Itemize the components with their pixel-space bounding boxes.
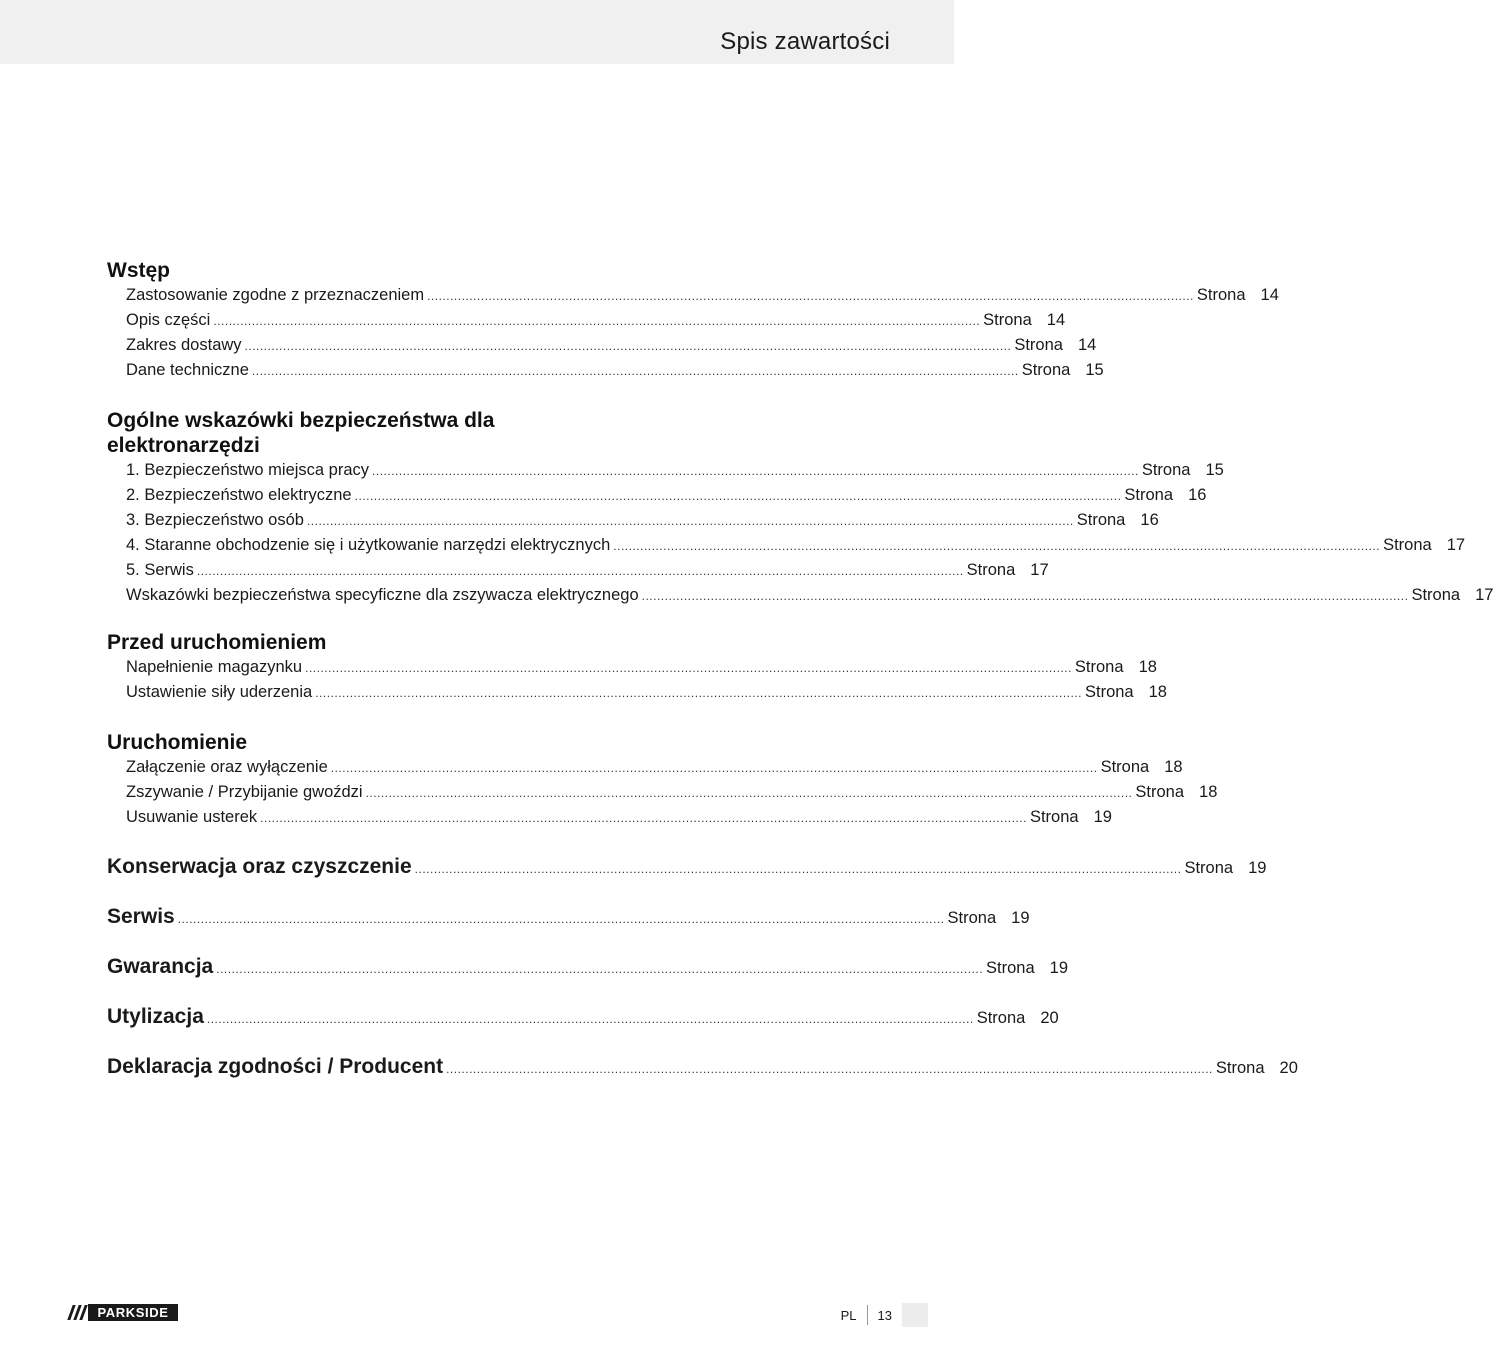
section-heading: Przed uruchomieniem [107, 631, 327, 654]
toc-entry[interactable] [107, 780, 1218, 805]
entry-title: Zakres dostawy [126, 336, 242, 354]
entry-title: Opis części [126, 311, 211, 329]
entry-title: Ustawienie siły uderzenia [126, 683, 313, 701]
entry-title: Gwarancja [107, 955, 214, 978]
strona-label: Strona [1029, 808, 1079, 826]
page-number: 19 [1011, 909, 1030, 927]
dot-leader: ........................................................................................................................................................................................................ [244, 339, 1012, 353]
page-number: 20 [1279, 1059, 1298, 1077]
strona-label: Strona [1411, 586, 1461, 604]
toc-entry[interactable] [107, 680, 1167, 705]
toc-entry[interactable] [107, 583, 1493, 608]
entry-title: 3. Bezpieczeństwo osób [126, 511, 304, 529]
dot-leader: ........................................................................................................................................................................................................ [305, 661, 1072, 675]
page-title: Spis zawartości [720, 28, 890, 55]
strona-label: Strona [1141, 461, 1191, 479]
page-number: 20 [1040, 1009, 1059, 1027]
strona-label: Strona [976, 1009, 1026, 1027]
toc-entry[interactable] [107, 283, 1279, 308]
page-footer [841, 1303, 928, 1327]
toc-main-entry[interactable] [107, 892, 1030, 942]
entry-title: Zastosowanie zgodne z przeznaczeniem [126, 286, 425, 304]
table-of-contents [107, 258, 1493, 1092]
toc-entry[interactable] [107, 805, 1112, 830]
entry-title: Usuwanie usterek [126, 808, 258, 826]
section-heading: Uruchomienie [107, 731, 248, 754]
entry-title: Dane techniczne [126, 361, 249, 379]
dot-leader: ........................................................................................................................................................................................................ [196, 564, 964, 578]
dot-leader: ........................................................................................................................................................................................................ [315, 686, 1082, 700]
page-number: 14 [1260, 286, 1279, 304]
entry-title: 5. Serwis [126, 561, 194, 579]
dot-leader: ........................................................................................................................................................................................................ [446, 1062, 1213, 1076]
page-number: 16 [1188, 486, 1207, 504]
toc-main-entry[interactable] [107, 1042, 1298, 1092]
strona-label: Strona [1100, 758, 1150, 776]
entry-title: 2. Bezpieczeństwo elektryczne [126, 486, 352, 504]
dot-leader: ........................................................................................................................................................................................................ [365, 786, 1133, 800]
page-number: 18 [1199, 783, 1218, 801]
entry-title: Serwis [107, 905, 175, 928]
strona-label: Strona [1124, 486, 1174, 504]
dot-leader: ........................................................................................................................................................................................................ [372, 464, 1139, 478]
dot-leader: ........................................................................................................................................................................................................ [213, 314, 981, 328]
toc-entry[interactable] [107, 458, 1224, 483]
section-heading-continued: elektronarzędzi [107, 434, 260, 457]
dot-leader: ........................................................................................................................................................................................................ [414, 862, 1182, 876]
page-number: 15 [1085, 361, 1104, 379]
dot-leader: ........................................................................................................................................................................................................ [613, 539, 1381, 553]
strona-label: Strona [986, 959, 1035, 977]
strona-label: Strona [1076, 511, 1126, 529]
language-code: PL [840, 1307, 857, 1323]
toc-entry[interactable] [107, 558, 1049, 583]
page-number: 17 [1030, 561, 1049, 579]
strona-label: Strona [947, 909, 997, 927]
corner-box [902, 1303, 928, 1327]
strona-label: Strona [966, 561, 1016, 579]
toc-entry[interactable] [107, 508, 1159, 533]
page-number: 17 [1446, 536, 1466, 554]
toc-entry[interactable] [107, 755, 1183, 780]
dot-leader: ........................................................................................................................................................................................................ [306, 514, 1074, 528]
dot-leader: ........................................................................................................................................................................................................ [251, 364, 1019, 378]
strona-label: Strona [1074, 658, 1124, 676]
page-number: 19 [1093, 808, 1112, 826]
brand-name: PARKSIDE [88, 1304, 178, 1321]
strona-label: Strona [1215, 1059, 1265, 1077]
page-number: 19 [1049, 959, 1069, 977]
dot-leader: ........................................................................................................................................................................................................ [177, 912, 945, 926]
strona-label: Strona [1084, 683, 1134, 701]
dot-leader: ........................................................................................................................................................................................................ [330, 761, 1098, 775]
toc-main-entries [107, 842, 1298, 1092]
strona-label: Strona [1383, 536, 1432, 554]
section-heading: Ogólne wskazówki bezpieczeństwa dla [107, 409, 495, 432]
strona-label: Strona [1184, 859, 1234, 877]
toc-section-wstep [107, 258, 1279, 383]
strona-label: Strona [1135, 783, 1185, 801]
toc-entry[interactable] [107, 655, 1157, 680]
toc-section-przed-uruchomieniem [107, 630, 1167, 705]
dot-leader: ........................................................................................................................................................................................................ [354, 489, 1122, 503]
entry-title: Utylizacja [107, 1005, 204, 1028]
strona-label: Strona [983, 311, 1032, 329]
dot-leader: ........................................................................................................................................................................................................ [206, 1012, 974, 1026]
entry-title: Deklaracja zgodności / Producent [107, 1055, 444, 1078]
toc-section-bezpieczenstwo [107, 408, 1493, 608]
toc-entry[interactable] [107, 533, 1466, 558]
page-number: 17 [1475, 586, 1493, 604]
dot-leader: ........................................................................................................................................................................................................ [427, 289, 1194, 303]
page-number: 18 [1148, 683, 1167, 701]
logo-stripes-icon [66, 1304, 88, 1321]
dot-leader: ........................................................................................................................................................................................................ [641, 589, 1409, 603]
toc-main-entry[interactable] [107, 942, 1069, 992]
strona-label: Strona [1021, 361, 1071, 379]
entry-title: Konserwacja oraz czyszczenie [107, 855, 412, 878]
toc-entry[interactable] [107, 333, 1097, 358]
strona-label: Strona [1014, 336, 1063, 354]
entry-title: Napełnienie magazynku [126, 658, 303, 676]
toc-entry[interactable] [107, 358, 1104, 383]
toc-entry[interactable] [107, 308, 1066, 333]
toc-main-entry[interactable] [107, 992, 1059, 1042]
entry-title: Załączenie oraz wyłączenie [126, 758, 328, 776]
page-number: 19 [1248, 859, 1267, 877]
page-number: 18 [1164, 758, 1183, 776]
strona-label: Strona [1196, 286, 1246, 304]
toc-main-entry[interactable] [107, 842, 1267, 892]
parkside-logo [66, 1304, 178, 1321]
header-band [0, 0, 954, 64]
dot-leader: ........................................................................................................................................................................................................ [260, 811, 1027, 825]
entry-title: 1. Bezpieczeństwo miejsca pracy [126, 461, 370, 479]
section-heading: Wstęp [107, 259, 170, 282]
page-number: 15 [1205, 461, 1224, 479]
page-number: 14 [1077, 336, 1097, 354]
toc-section-uruchomienie [107, 730, 1218, 830]
entry-title: 4. Staranne obchodzenie się i użytkowanie narzędzi elektrycznych [126, 536, 611, 554]
page-number: 16 [1140, 511, 1159, 529]
toc-entry[interactable] [107, 483, 1207, 508]
page-number: 14 [1046, 311, 1066, 329]
page-number: 18 [1138, 658, 1157, 676]
entry-title: Zszywanie / Przybijanie gwoździ [126, 783, 363, 801]
entry-title: Wskazówki bezpieczeństwa specyficzne dla zszywacza elektrycznego [126, 586, 639, 604]
page-number-footer: 13 [877, 1307, 892, 1323]
dot-leader: ........................................................................................................................................................................................................ [216, 962, 984, 976]
